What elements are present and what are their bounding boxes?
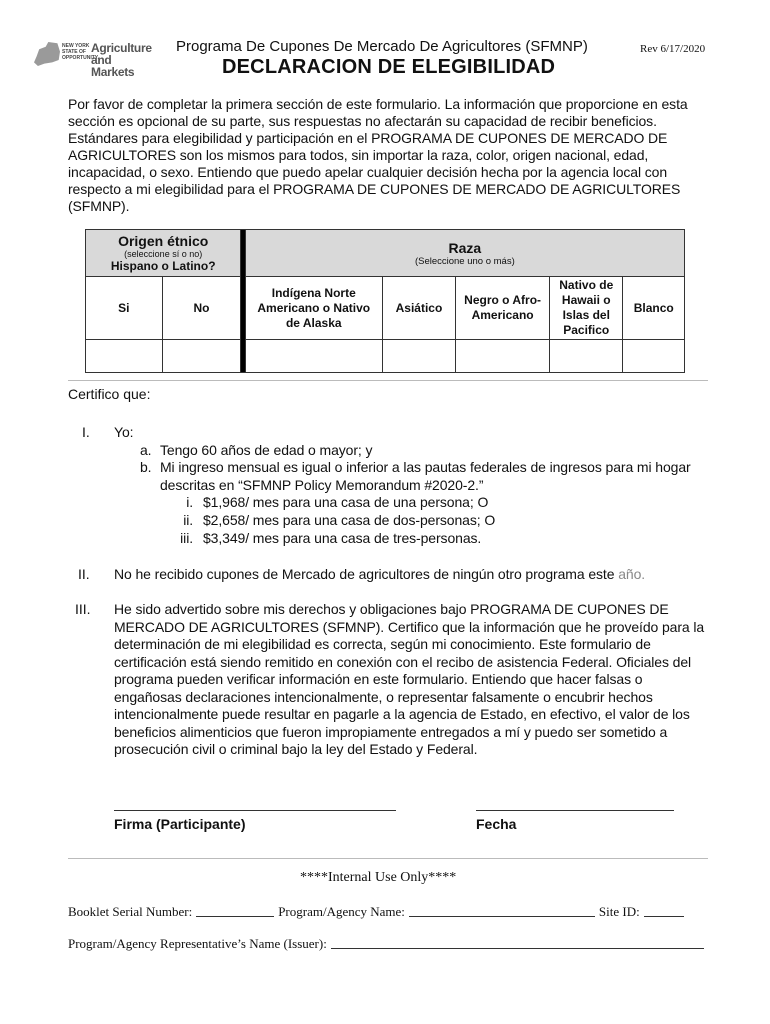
program-agency-name-label: Program/Agency Name: — [278, 904, 405, 919]
representative-row — [68, 936, 708, 952]
ethnic-origin-question: Hispano o Latino? — [110, 259, 216, 273]
certify-intro: Certifico que: — [68, 386, 151, 402]
internal-divider — [68, 858, 708, 859]
ethnicity-race-table — [85, 229, 685, 373]
column-asian: Asiático — [382, 277, 455, 340]
booklet-serial-label: Booklet Serial Number: — [68, 904, 193, 919]
logo-small-text: NEW YORK STATE OF OPPORTUNITY. — [62, 43, 99, 61]
item-1b-label: b. — [140, 459, 152, 475]
booklet-row — [68, 904, 708, 920]
race-title: Raza — [448, 239, 482, 256]
item-1-number: I. — [82, 424, 90, 440]
item-1b-ii-label: ii. — [183, 512, 193, 528]
date-label: Fecha — [476, 816, 517, 832]
ethnic-origin-title: Origen étnico — [118, 233, 209, 249]
item-2-number: II. — [78, 566, 90, 582]
checkbox-asian[interactable] — [382, 340, 455, 373]
column-black: Negro o Afro-Americano — [456, 277, 550, 340]
site-id-field[interactable] — [644, 916, 684, 917]
program-agency-name-field[interactable] — [409, 916, 595, 917]
column-no: No — [162, 277, 241, 340]
checkbox-white[interactable] — [623, 340, 685, 373]
item-1b-text: Mi ingreso mensual es igual o inferior a las pautas federales de ingresos para mi hogar descritas en “SFMNP Policy Memorandum #2020-2.” — [160, 459, 691, 493]
checkbox-native-american[interactable] — [245, 340, 382, 373]
race-header — [245, 230, 684, 277]
agency-logo — [34, 40, 154, 79]
signature-label: Firma (Participante) — [114, 816, 246, 832]
item-1b-iii-text: $3,349/ mes para una casa de tres-personas. — [203, 530, 482, 546]
program-title: Programa De Cupones De Mercado De Agricultores (SFMNP) — [176, 38, 588, 55]
new-york-state-map-icon — [34, 42, 60, 66]
item-1b-ii-text: $2,658/ mes para una casa de dos-personas; O — [203, 512, 496, 528]
column-pacific-islander: Nativo de Hawaii o Islas del Pacifico — [550, 277, 623, 340]
checkbox-black[interactable] — [456, 340, 550, 373]
signature-line[interactable] — [114, 810, 396, 811]
item-1b-i-label: i. — [186, 494, 193, 510]
race-note: (Seleccione uno o más) — [414, 255, 515, 267]
item-1b-iii-label: iii. — [180, 530, 193, 546]
checkbox-no[interactable] — [162, 340, 241, 373]
intro-paragraph: Por favor de completar la primera sección de este formulario. La información que proporcione en esta sección es opcional de su parte, sus respuestas no afectarán su capacidad de recibir beneficios. Estándares para elegibilidad y participación en el PROGRAMA DE CUPONES DE MERCADO DE AGRICULTORES son los mismos para todos, sin importar la raza, color, origen nacional, edad, incapacidad, o sexo. Entiendo que puedo apelar cualquier decisión hecha por la agencia local con respecto a mi elegibilidad para el PROGRAMA DE CUPONES DE MERCADO DE AGRICULTORES (SFMNP). — [68, 96, 688, 214]
item-2-text — [114, 566, 714, 584]
column-white: Blanco — [623, 277, 685, 340]
ethnic-origin-header — [86, 230, 241, 277]
logo-line-2: and Markets — [91, 53, 135, 79]
item-1a-label: a. — [140, 442, 152, 458]
column-native-american: Indígena Norte Americano o Nativo de Alaska — [245, 277, 382, 340]
column-si: Si — [86, 277, 163, 340]
ethnic-origin-note: (seleccione sí o no) — [124, 249, 203, 259]
section-divider — [68, 380, 708, 381]
date-line[interactable] — [476, 810, 674, 811]
booklet-serial-field[interactable] — [196, 916, 274, 917]
item-1-text: Yo: — [114, 424, 134, 440]
logo-line-1: Agriculture — [91, 41, 152, 55]
internal-use-title: ****Internal Use Only**** — [300, 870, 457, 885]
item-1b-i-text: $1,968/ mes para una casa de una persona; O — [203, 494, 489, 510]
item-3-number: III. — [75, 601, 91, 617]
page-title: DECLARACION DE ELEGIBILIDAD — [222, 56, 556, 78]
checkbox-pacific-islander[interactable] — [550, 340, 623, 373]
site-id-label: Site ID: — [598, 904, 640, 919]
item-2-body: No he recibido cupones de Mercado de agricultores de ningún otro programa este — [114, 566, 619, 582]
checkbox-si[interactable] — [86, 340, 163, 373]
item-3-text: He sido advertido sobre mis derechos y obligaciones bajo PROGRAMA DE CUPONES DE MERCADO DE AGRICULTORES (SFMNP). Certifico que la información que he proveído para la determinación de mi elegibilidad es correcta, según mi conocimiento. Este formulario de certificación está siendo remitido en conexión con el recibo de asistencia Federal. Oficiales del programa pueden verificar información en este formulario. Entiendo que hacer falsas o engañosas declaraciones intencionalmente, o representar falsamente o encubrir hechos intencionalmente puede resultar en pagarle a la agencia de Estado, en efectivo, el valor de los beneficios alimenticios que fueron impropiamente entregados a mí y puedo ser sometido a prosecución civil o criminal bajo la ley del Estado y Federal. — [114, 601, 705, 757]
representative-name-field[interactable] — [331, 948, 704, 949]
logo-agency-name — [91, 42, 154, 78]
item-1a-text: Tengo 60 años de edad o mayor; y — [160, 442, 373, 458]
item-2-tail: año. — [618, 566, 646, 582]
representative-name-label: Program/Agency Representative’s Name (Issuer): — [68, 936, 327, 951]
revision-date: Rev 6/17/2020 — [640, 43, 706, 55]
